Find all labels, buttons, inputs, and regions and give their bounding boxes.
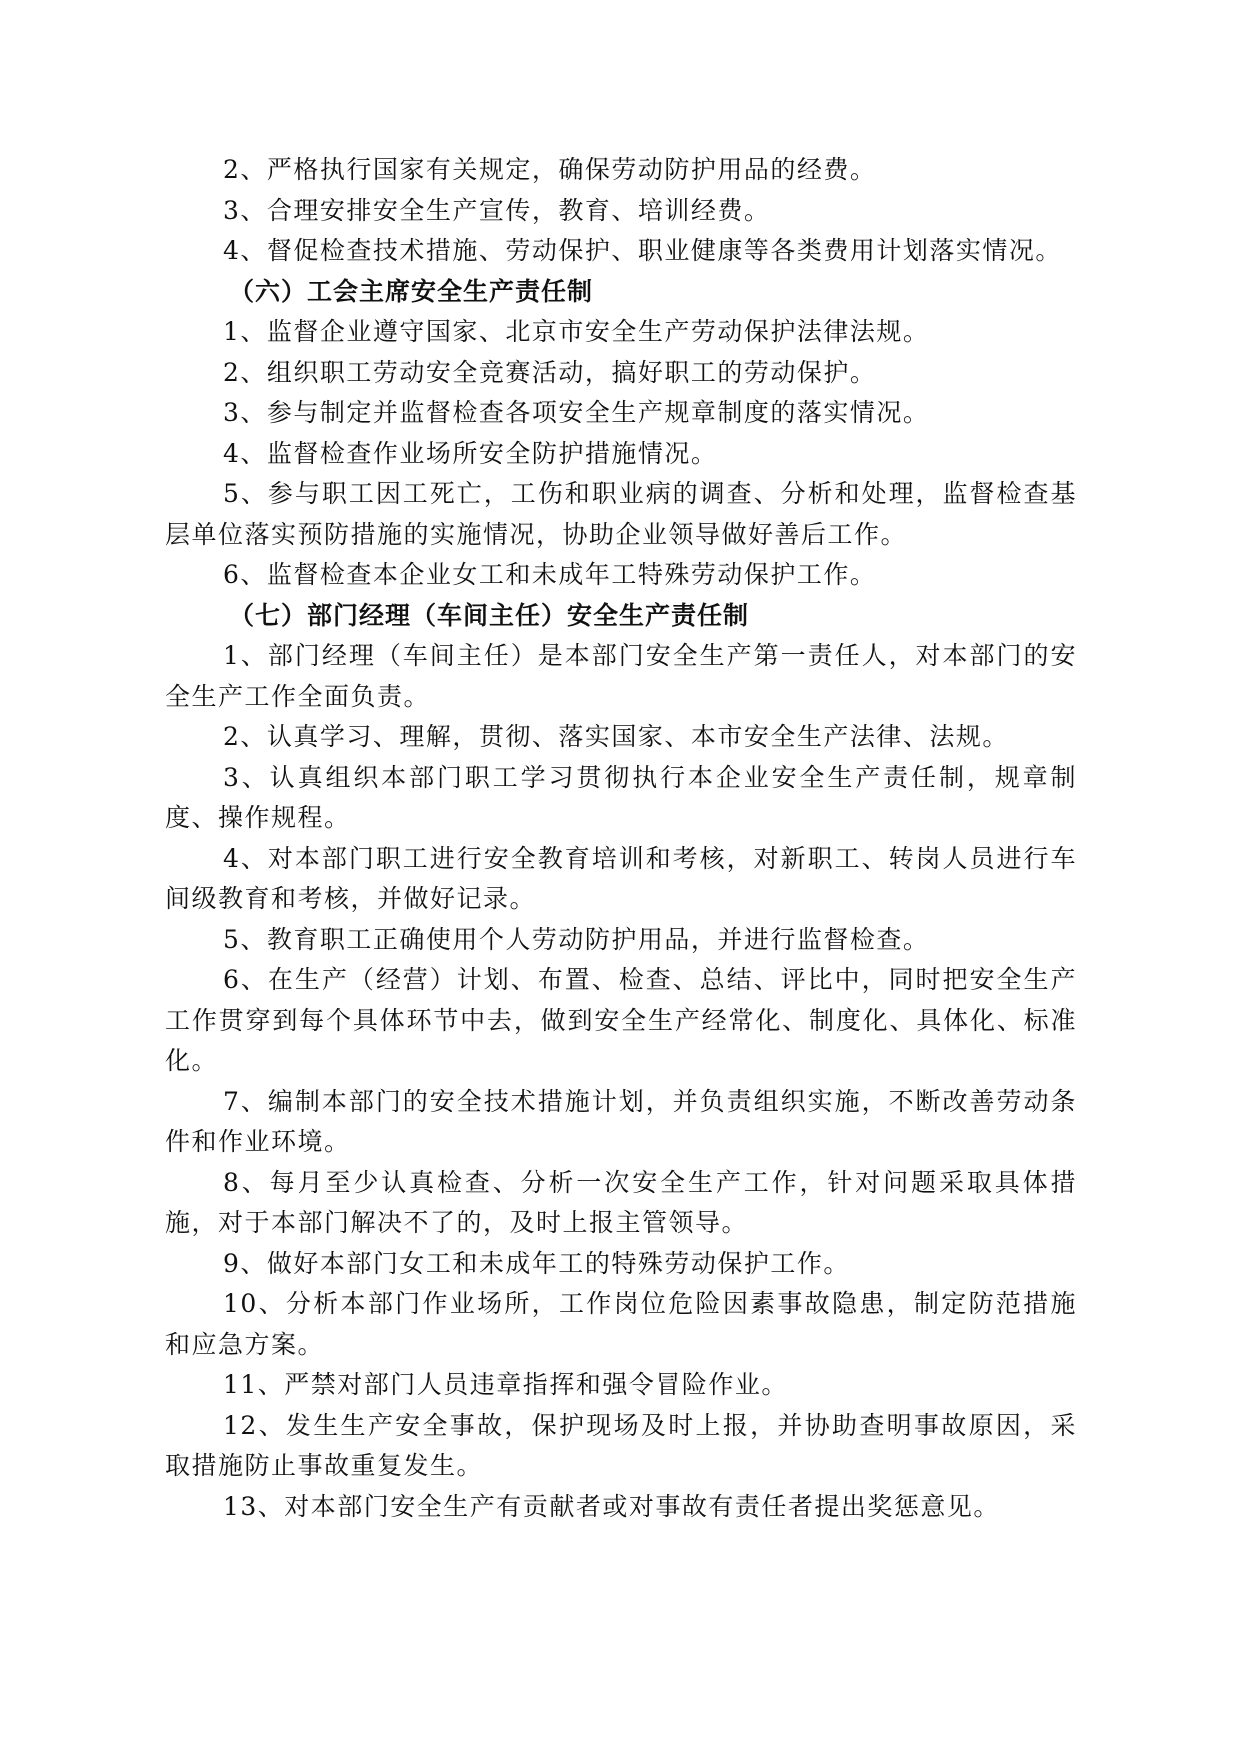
section-7-item-12: 12、发生生产安全事故，保护现场及时上报，并协助查明事故原因，采取措施防止事故重复发生。: [165, 1410, 1077, 1480]
section-7-item-8: 8、每月至少认真检查、分析一次安全生产工作，针对问题采取具体措施，对于本部门解决不了的，及时上报主管领导。: [165, 1167, 1077, 1237]
section-7-item-5: 5、教育职工正确使用个人劳动防护用品，并进行监督检查。: [223, 924, 930, 954]
section-7-item-11: 11、严禁对部门人员违章指挥和强令冒险作业。: [223, 1370, 788, 1399]
section-6-item-3: 3、参与制定并监督检查各项安全生产规章制度的落实情况。: [223, 398, 930, 427]
section-7-item-3: 3、认真组织本部门职工学习贯彻执行本企业安全生产责任制，规章制度、操作规程。: [165, 762, 1077, 832]
section-7-heading: （七）部门经理（车间主任）安全生产责任制: [229, 600, 750, 630]
document-page: [165, 150, 1077, 1527]
section-6-heading: （六）工会主席安全生产责任制: [229, 276, 594, 306]
section-7-item-4: 4、对本部门职工进行安全教育培训和考核，对新职工、转岗人员进行车间级教育和考核，并做好记录。: [165, 843, 1077, 913]
section-7-item-10: 10、分析本部门作业场所，工作岗位危险因素事故隐患，制定防范措施和应急方案。: [165, 1289, 1077, 1359]
section-7-item-7: 7、编制本部门的安全技术措施计划，并负责组织实施，不断改善劳动条件和作业环境。: [165, 1086, 1077, 1156]
section-6-item-5: 5、参与职工因工死亡，工伤和职业病的调查、分析和处理，监督检查基层单位落实预防措施的实施情况，协助企业领导做好善后工作。: [165, 479, 1077, 549]
section-6-item-2: 2、组织职工劳动安全竞赛活动，搞好职工的劳动保护。: [223, 357, 877, 387]
section-7-item-1: 1、部门经理（车间主任）是本部门安全生产第一责任人，对本部门的安全生产工作全面负责。: [165, 641, 1077, 711]
section-6-item-6: 6、监督检查本企业女工和未成年工特殊劳动保护工作。: [223, 560, 877, 589]
section-7-item-6: 6、在生产（经营）计划、布置、检查、总结、评比中，同时把安全生产工作贯穿到每个具体环节中去，做到安全生产经常化、制度化、具体化、标准化。: [165, 965, 1077, 1075]
section-6-item-1: 1、监督企业遵守国家、北京市安全生产劳动保护法律法规。: [223, 317, 930, 346]
section-7-item-13: 13、对本部门安全生产有贡献者或对事故有责任者提出奖惩意见。: [223, 1491, 1000, 1521]
section-7-item-9: 9、做好本部门女工和未成年工的特殊劳动保护工作。: [223, 1248, 850, 1278]
prev-item-2: 2、严格执行国家有关规定，确保劳动防护用品的经费。: [223, 155, 877, 184]
prev-item-3: 3、合理安排安全生产宣传，教育、培训经费。: [223, 195, 771, 225]
section-7-item-2: 2、认真学习、理解，贯彻、落实国家、本市安全生产法律、法规。: [223, 722, 1009, 751]
prev-item-4: 4、督促检查技术措施、劳动保护、职业健康等各类费用计划落实情况。: [223, 236, 1062, 265]
section-6-item-4: 4、监督检查作业场所安全防护措施情况。: [223, 438, 718, 468]
